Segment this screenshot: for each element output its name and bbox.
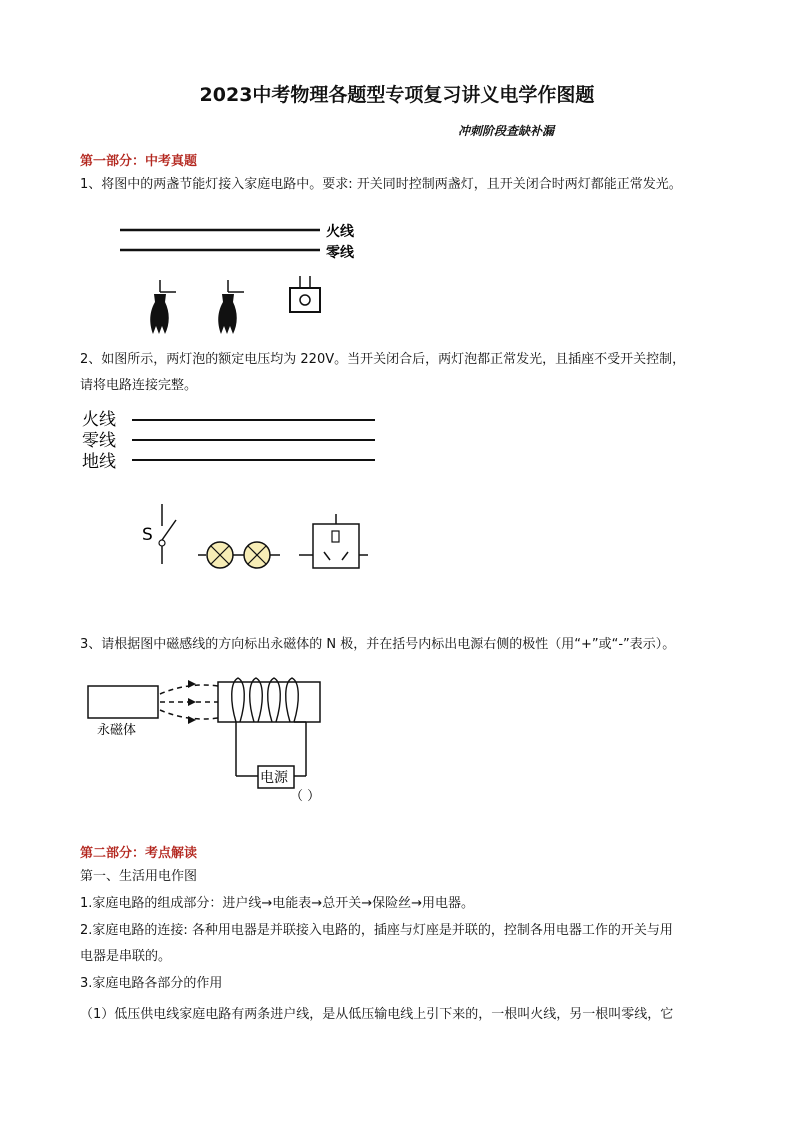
energy-saving-lamp-icon <box>150 280 176 334</box>
fire-wire-label: 火线 <box>326 224 354 240</box>
part2-heading: 第二部分：考点解读 <box>80 846 198 861</box>
document-subtitle: 冲刺阶段查缺补漏 <box>458 124 555 138</box>
part2-subsection: 第一、生活用电作图 <box>80 869 198 884</box>
document-title: 2023中考物理各题型专项复习讲义电学作图题 <box>199 84 595 106</box>
part2-point-3: 3.家庭电路各部分的作用 <box>80 976 223 991</box>
part2-point-2-line2: 电器是串联的。 <box>80 949 172 964</box>
part2-point-3-1: （1）低压供电线家庭电路有两条进户线，是从低压输电线上引下来的，一根叫火线，另一根叫零线，它 <box>80 1007 674 1022</box>
socket-icon <box>299 514 368 568</box>
part2-point-2-line1: 2.家庭电路的连接: 各种用电器是并联接入电路的，插座与灯座是并联的，控制各用电器工作的开关与用 <box>80 923 673 938</box>
question-1-text: 1、将图中的两盏节能灯接入家庭电路中。要求: 开关同时控制两盏灯，且开关闭合时两灯都能正常发光。 <box>80 177 682 192</box>
part2-point-1: 1.家庭电路的组成部分：进户线→电能表→总开关→保险丝→用电器。 <box>80 896 474 911</box>
polarity-bracket: （ ） <box>290 789 321 804</box>
power-source-label: 电源 <box>260 770 288 786</box>
question-3-text: 3、请根据图中磁感线的方向标出永磁体的 N 极，并在括号内标出电源右侧的极性（用“+”或“-”表示）。 <box>80 637 676 652</box>
part1-heading: 第一部分：中考真题 <box>80 154 198 169</box>
figure-2-circuit <box>80 404 390 580</box>
figure-3-magnet <box>80 672 350 808</box>
field-arrow-icon <box>188 680 196 724</box>
question-2-text-line2: 请将电路连接完整。 <box>80 378 198 393</box>
magnet-label: 永磁体 <box>97 723 137 738</box>
ground-wire-label: 地线 <box>82 452 116 472</box>
switch-icon <box>290 276 320 312</box>
switch-s-icon <box>142 504 176 564</box>
zero-wire-label: 零线 <box>82 431 116 451</box>
zero-wire-label: 零线 <box>326 245 354 261</box>
switch-s-label: S <box>142 525 153 545</box>
figure-1-circuit <box>110 212 390 340</box>
question-2-text-line1: 2、如图所示，两灯泡的额定电压均为 220V。当开关闭合后，两灯泡都正常发光，且插座不受开关控制， <box>80 352 686 367</box>
solenoid-coil <box>232 678 299 722</box>
permanent-magnet <box>88 686 158 718</box>
fire-wire-label: 火线 <box>82 410 116 430</box>
lamp-pair-icon <box>198 542 280 568</box>
energy-saving-lamp-icon <box>218 280 244 334</box>
